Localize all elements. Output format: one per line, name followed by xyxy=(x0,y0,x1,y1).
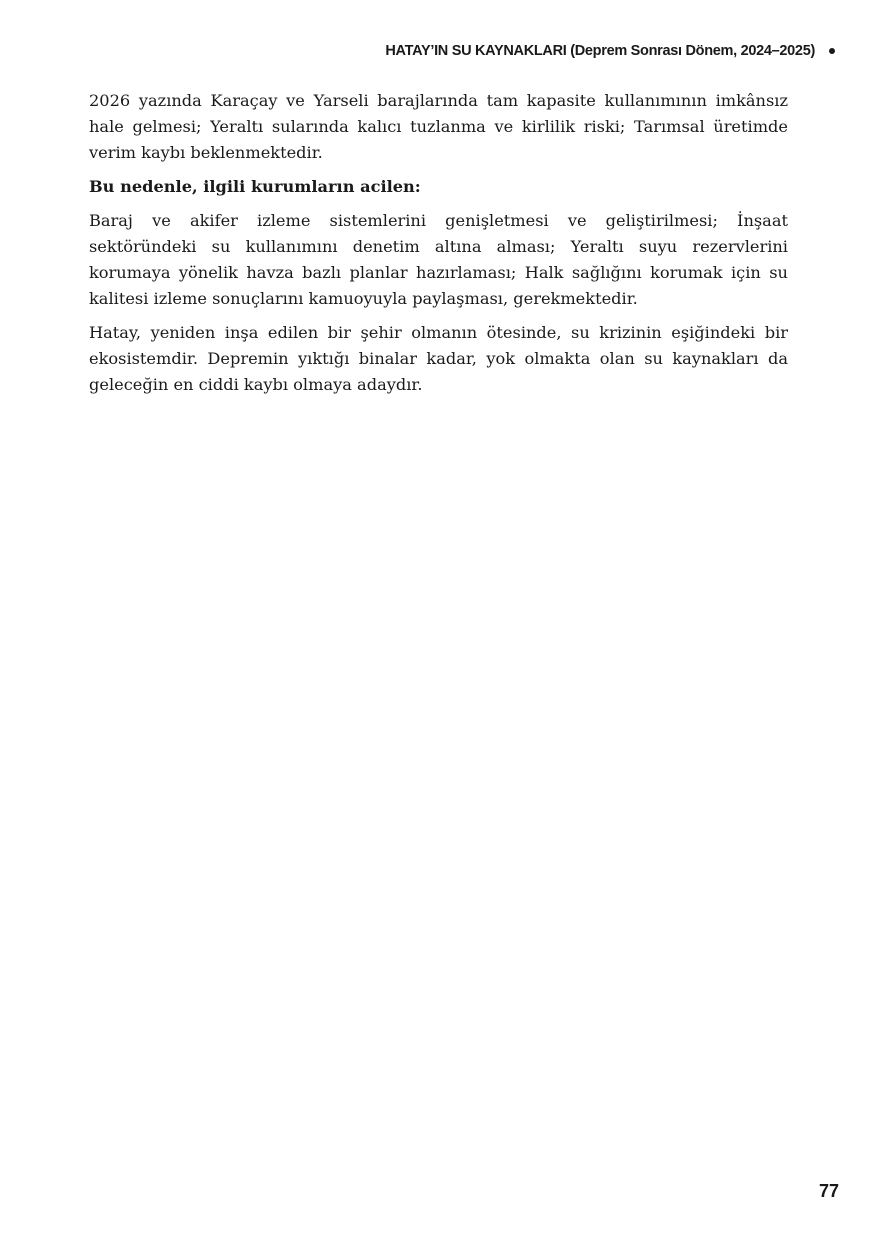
paragraph-recommendations: Baraj ve akifer izleme sistemlerini genişletmesi ve geliştirilmesi; İnşaat sektöründeki su kullanımını denetim altına alması; Yeraltı suyu rezervlerini korumaya yönelik havza bazlı planlar hazırlaması; Halk sağlığını korumak için su kalitesi izleme sonuçlarını kamuoyuyla paylaşması, gerekmektedir. xyxy=(89,211,788,308)
paragraph-outlook: 2026 yazında Karaçay ve Yarseli barajlarında tam kapasite kullanımının imkânsız hale gelmesi; Yeraltı sularında kalıcı tuzlanma ve kirlilik riski; Tarımsal üretimde verim kaybı beklenmektedir. xyxy=(89,91,788,162)
paragraph-lead-in: Bu nedenle, ilgili kurumların acilen: xyxy=(89,177,421,196)
paragraph-conclusion: Hatay, yeniden inşa edilen bir şehir olmanın ötesinde, su krizinin eşiğindeki bir ekosistemdir. Depremin yıktığı binalar kadar, yok olmakta olan su kaynakları da geleceğin en ciddi kaybı olmaya adaydır. xyxy=(89,323,788,394)
page-number: 77 xyxy=(818,1181,839,1201)
body-text xyxy=(89,88,788,406)
running-header-title: HATAY’IN SU KAYNAKLARI (Deprem Sonrası Dönem, 2024–2025) xyxy=(385,43,815,59)
bullet-icon xyxy=(829,48,835,54)
running-header xyxy=(385,43,835,59)
